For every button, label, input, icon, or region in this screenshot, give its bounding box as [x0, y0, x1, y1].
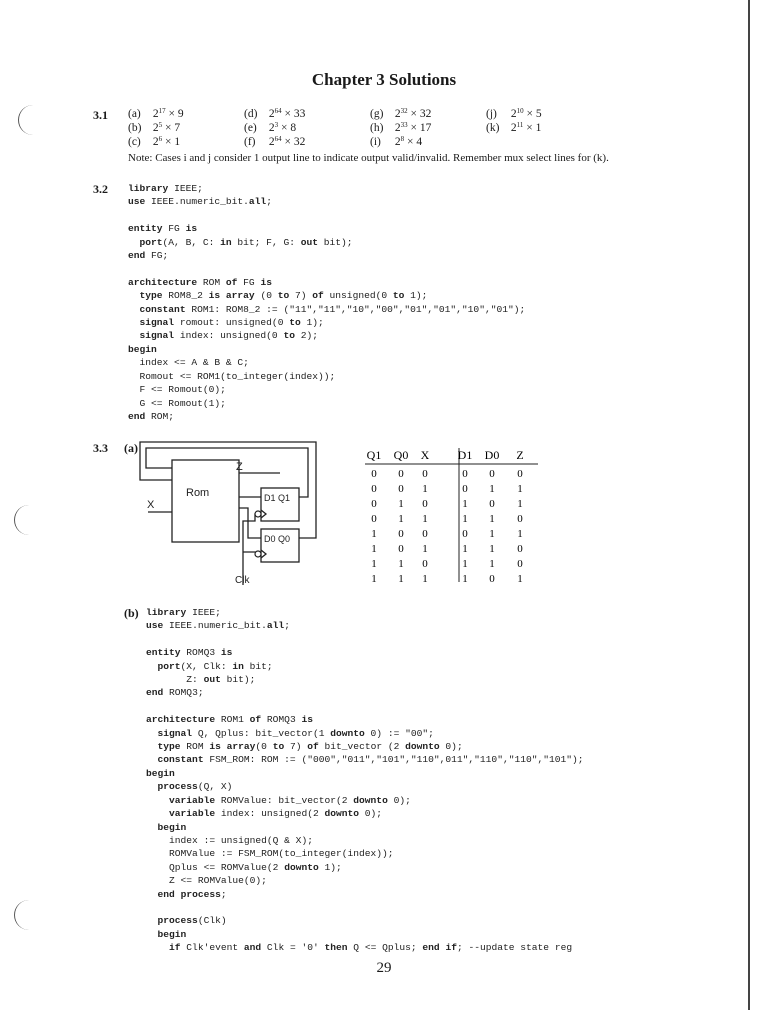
- table-cell: 0: [517, 543, 523, 555]
- table-cell: 1: [462, 498, 468, 510]
- table-cell: 0: [422, 468, 428, 480]
- table-cell: 0: [371, 513, 377, 525]
- table-cell: 1: [462, 543, 468, 555]
- table-cell: 1: [489, 528, 495, 540]
- answer-item: (e) $2^3 \times 8$: [244, 121, 297, 134]
- x-label: X: [147, 499, 155, 511]
- table-header: Z: [516, 448, 524, 462]
- part-label: (a): [124, 441, 138, 455]
- part-label: (b): [124, 606, 139, 620]
- table-cell: 1: [517, 483, 523, 495]
- answer-item: (i) $2^8 \times 4$: [370, 135, 423, 148]
- table-cell: 0: [462, 528, 468, 540]
- table-cell: 1: [371, 558, 377, 570]
- table-cell: 1: [398, 513, 404, 525]
- table-cell: 0: [517, 513, 523, 525]
- problem-number: 3.3: [93, 441, 108, 455]
- table-cell: 0: [489, 498, 495, 510]
- table-cell: 1: [462, 513, 468, 525]
- table-cell: 1: [422, 543, 428, 555]
- answer-item: (c) $2^6 \times 1$: [128, 135, 181, 148]
- table-cell: 0: [398, 468, 404, 480]
- page-title: Chapter 3 Solutions: [311, 70, 457, 89]
- table-cell: 0: [462, 468, 468, 480]
- table-cell: 0: [398, 483, 404, 495]
- answer-item: (h) $2^{33} \times 17$: [370, 121, 432, 134]
- table-cell: 1: [489, 483, 495, 495]
- table-header: X: [420, 448, 430, 462]
- table-cell: 0: [422, 528, 428, 540]
- table-cell: 0: [371, 483, 377, 495]
- table-cell: 0: [371, 468, 377, 480]
- answer-item: (d) $2^{64} \times 33$: [244, 107, 306, 120]
- clk-label: Clk: [235, 575, 250, 585]
- table-cell: 1: [398, 498, 404, 510]
- table-cell: 1: [371, 543, 377, 555]
- answer-item: (a) $2^{17} \times 9$: [128, 107, 184, 120]
- table-header: D1: [457, 448, 473, 462]
- table-cell: 0: [422, 498, 428, 510]
- table-header: D0: [484, 448, 500, 462]
- page-number: 29: [376, 960, 392, 976]
- answer-item: (b) $2^5 \times 7$: [128, 121, 181, 134]
- table-header: Q1: [366, 448, 382, 462]
- z-label: Z: [236, 461, 243, 473]
- problem-number: 3.1: [93, 108, 108, 122]
- table-cell: 0: [462, 483, 468, 495]
- table-cell: 1: [517, 573, 523, 584]
- table-cell: 0: [489, 573, 495, 584]
- answer-item: (j) $2^{10} \times 5$: [486, 107, 542, 120]
- table-cell: 1: [422, 483, 428, 495]
- binder-hole: [18, 105, 33, 135]
- table-cell: 0: [517, 558, 523, 570]
- rom-block: [172, 460, 239, 542]
- vhdl-code-block: library IEEE; use IEEE.numeric_bit.all; entity FG is port(A, B, C: in bit; F, G: out bit); end FG; architecture ROM of FG is type ROM8_2 is array (0 to 7) of unsigned(0 to 1); constant ROM1: ROM8_2 := ("11","11","10","00","01","01","10","01"); signal romout: unsigned(0 to 1); signal index: unsigned(0 to 2); begin index <= A & B & C; Romout <= ROM1(to_integer(index)); F <= Romout(0); G <= Romout(1); end ROM;: [128, 183, 526, 422]
- table-cell: 1: [422, 513, 428, 525]
- table-cell: 1: [462, 573, 468, 584]
- page-edge-line: [748, 0, 750, 1010]
- answer-item: (k) $2^{11} \times 1$: [486, 121, 542, 134]
- table-cell: 0: [422, 558, 428, 570]
- ff1-label: D1 Q1: [264, 493, 291, 503]
- table-cell: 0: [489, 468, 495, 480]
- table-cell: 0: [398, 543, 404, 555]
- table-header: Q0: [393, 448, 409, 462]
- circuit-diagram: [130, 440, 330, 585]
- binder-hole: [14, 900, 29, 930]
- state-table: [362, 444, 542, 584]
- table-cell: 1: [517, 528, 523, 540]
- table-cell: 1: [398, 573, 404, 584]
- note-text: Note: Cases i and j consider 1 output line to indicate output valid/invalid. Remember mux select lines for (k).: [128, 152, 609, 164]
- binder-hole: [14, 505, 29, 535]
- answer-item: (g) $2^{32} \times 32$: [370, 107, 432, 120]
- table-cell: 1: [371, 573, 377, 584]
- table-cell: 0: [517, 468, 523, 480]
- table-cell: 0: [371, 498, 377, 510]
- table-cell: 1: [422, 573, 428, 584]
- problem-number: 3.2: [93, 182, 108, 196]
- vhdl-code-block: library IEEE; use IEEE.numeric_bit.all; entity ROMQ3 is port(X, Clk: in bit; Z: out bit); end ROMQ3; architecture ROM1 of ROMQ3 is signal Q, Qplus: bit_vector(1 downto 0) := "00"; type ROM is array(0 to 7) of bit_vector (2 downto 0); constant FSM_ROM: ROM := ("000","011","101","110",011","110","110","101"); begin process(Q, X) variable ROMValue: bit_vector(2 downto 0); variable index: unsigned(2 downto 0); begin index := unsigned(Q & X); ROMValue := FSM_ROM(to_integer(index)); Qplus <= ROMValue(2 downto 1); Z <= ROMValue(0); end process; process(Clk) begin if Clk'event and Clk = '0' then Q <= Qplus; end if; --update state reg: [146, 607, 584, 954]
- table-cell: 0: [398, 528, 404, 540]
- table-cell: 1: [462, 558, 468, 570]
- table-cell: 1: [371, 528, 377, 540]
- table-cell: 1: [517, 498, 523, 510]
- table-cell: 1: [489, 513, 495, 525]
- answer-item: (f) $2^{64} \times 32$: [244, 135, 306, 148]
- ff0-label: D0 Q0: [264, 534, 291, 544]
- rom-label: Rom: [186, 487, 210, 499]
- table-cell: 1: [398, 558, 404, 570]
- table-cell: 1: [489, 543, 495, 555]
- table-cell: 1: [489, 558, 495, 570]
